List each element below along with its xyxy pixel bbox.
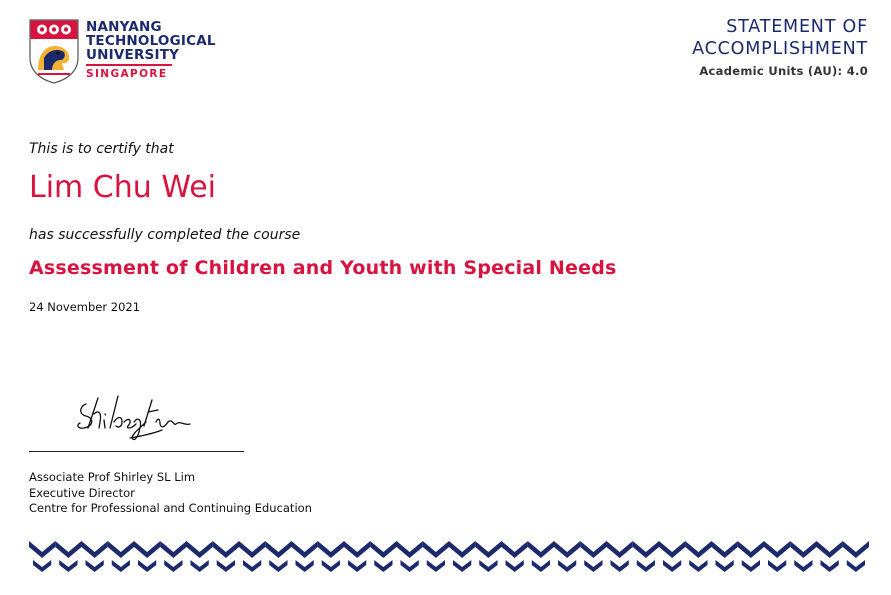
- chevron-motif: [370, 541, 396, 572]
- statement-header: [692, 16, 868, 78]
- chevron-motif: [738, 541, 764, 572]
- chevron-motif: [239, 541, 265, 572]
- completion-date: 24 November 2021: [29, 300, 141, 314]
- chevron-motif: [423, 541, 449, 572]
- chevron-motif: [265, 541, 291, 572]
- chevron-motif: [685, 541, 711, 572]
- chevron-motif: [633, 541, 659, 572]
- academic-units: Academic Units (AU): 4.0: [699, 64, 868, 78]
- chevron-motif: [82, 541, 108, 572]
- signatory-title: Executive Director: [29, 485, 135, 500]
- chevron-motif: [160, 541, 186, 572]
- chevron-motif: [764, 541, 790, 572]
- signatory-name: Associate Prof Shirley SL Lim: [29, 470, 196, 484]
- chevron-motif: [29, 541, 55, 572]
- handwritten-signature: [72, 392, 194, 446]
- signature-line: [29, 451, 244, 452]
- chevron-border-pattern: [29, 538, 869, 574]
- course-title: Assessment of Children and Youth with Special Needs: [29, 257, 617, 279]
- chevron-motif: [659, 541, 685, 572]
- chevron-motif: [187, 541, 213, 572]
- chevron-motif: [292, 541, 318, 572]
- logo-divider: [86, 64, 172, 66]
- chevron-motif: [528, 541, 554, 572]
- chevron-motif: [712, 541, 738, 572]
- logo-line-3: UNIVERSITY: [86, 47, 180, 63]
- logo-wordmark: [86, 20, 216, 80]
- signatory-block: [29, 470, 312, 517]
- chevron-motif: [502, 541, 528, 572]
- university-crest-icon: [28, 18, 80, 84]
- chevron-motif: [397, 541, 423, 572]
- chevron-motif: [475, 541, 501, 572]
- chevron-motif: [344, 541, 370, 572]
- completed-text: has successfully completed the course: [29, 227, 301, 243]
- recipient-name: Lim Chu Wei: [29, 170, 217, 205]
- chevron-motif: [607, 541, 633, 572]
- chevron-motif: [843, 541, 869, 572]
- logo-line-1: NANYANG: [86, 19, 162, 35]
- chevron-motif: [817, 541, 843, 572]
- chevron-motif: [790, 541, 816, 572]
- logo-line-2: TECHNOLOGICAL: [86, 33, 216, 49]
- chevron-motif: [554, 541, 580, 572]
- chevron-motif: [134, 541, 160, 572]
- chevron-motif: [55, 541, 81, 572]
- chevron-motif: [213, 541, 239, 572]
- chevron-motif: [318, 541, 344, 572]
- logo-country: SINGAPORE: [86, 67, 168, 80]
- chevron-motif: [449, 541, 475, 572]
- chevron-motif: [580, 541, 606, 572]
- university-logo: [28, 18, 216, 84]
- signatory-department: Centre for Professional and Continuing Education: [29, 501, 312, 515]
- statement-title-line-2: ACCOMPLISHMENT: [692, 39, 868, 59]
- certify-text: This is to certify that: [29, 141, 174, 157]
- chevron-motif: [108, 541, 134, 572]
- statement-title-line-1: STATEMENT OF: [726, 17, 868, 37]
